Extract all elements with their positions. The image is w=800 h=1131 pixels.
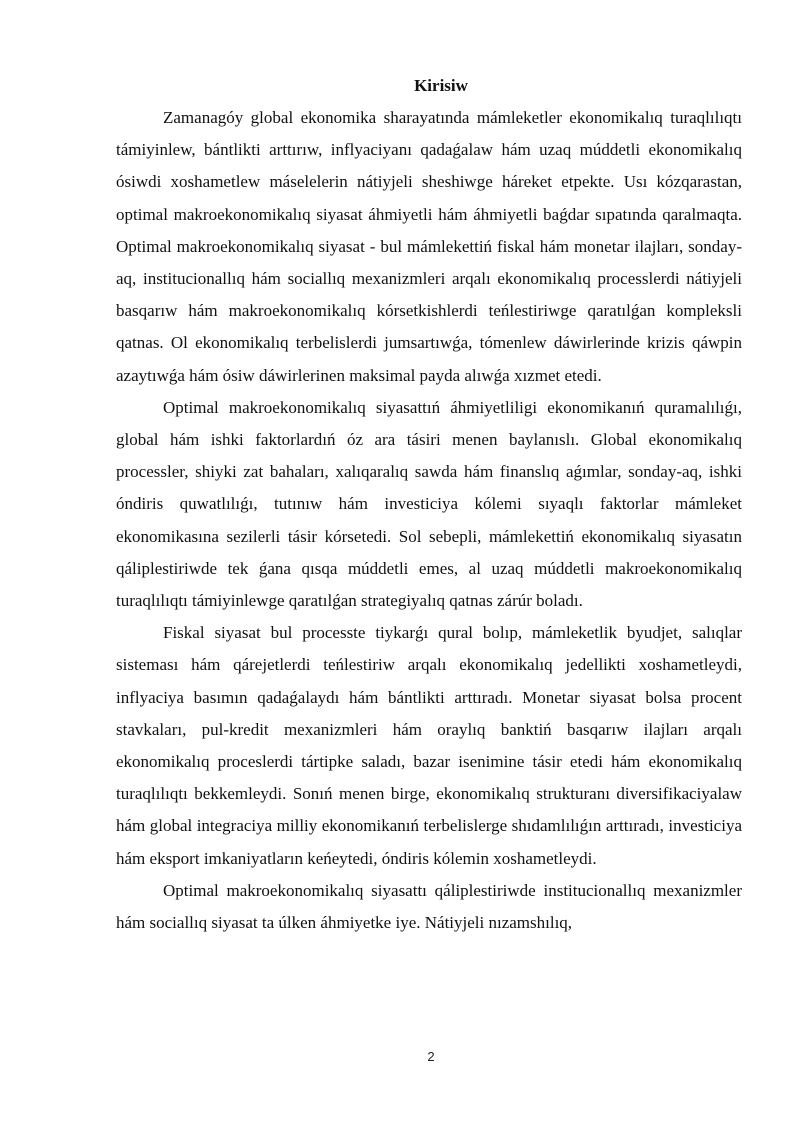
paragraph-3: Fiskal siyasat bul processte tiykarǵı qural bolıp, mámleketlik byudjet, salıqlar sisteması hám qárejetlerdi teńlestiriw arqalı ekonomikalıq jedellikti xoshametleydi, inflyaciya basımın qadaǵalaydı hám bántlikti arttıradı. Monetar siyasat bolsa procent stavkaları, pul-kredit mexanizmleri hám oraylıq banktiń basqarıw ilajları arqalı ekonomikalıq proceslerdi tártipke saladı, bazar isenimine tásir etedi hám ekonomikalıq turaqlılıqtı bekkemleydi. Sonıń menen birge, ekonomikalıq strukturanı diversifikaciyalaw hám global integraciya milliy ekonomikanıń terbelislerge shıdamlılıǵın arttıradı, investiciya hám eksport imkaniyatların keńeytedi, óndiris kólemin xoshametleydi.	[116, 623, 742, 868]
paragraph-1: Zamanagóy global ekonomika sharayatında mámleketler ekonomikalıq turaqlılıqtı támiyinlew, bántlikti arttırıw, inflyaciyanı qadaǵalaw hám uzaq múddetli ekonomikalıq ósiwdi xoshametlew máselelerin nátiyjeli sheshiwge háreket etpekte. Usı kózqarastan, optimal makroekonomikalıq siyasat áhmiyetli hám áhmiyetli baǵdar sıpatında qaralmaqta. Optimal makroekonomikalıq siyasat - bul mámlekettiń fiskal hám monetar ilajları, sonday-aq, institucionallıq hám sociallıq mexanizmleri arqalı ekonomikalıq processlerdi nátiyjeli basqarıw hám makroekonomikalıq kórsetkishlerdi teńlestiriwge qaratılǵan kompleksli qatnas. Ol ekonomikalıq terbelislerdi jumsartıwǵa, tómenlew dáwirlerinde krizis qáwpin azaytıwǵa hám ósiw dáwirlerinen maksimal payda alıwǵa xızmet etedi.	[116, 108, 742, 385]
document-page	[116, 70, 742, 939]
paragraph-4: Optimal makroekonomikalıq siyasattı qáliplestiriwde institucionallıq mexanizmler hám sociallıq siyasat ta úlken áhmiyetke iye. Nátiyjeli nızamshılıq,	[116, 880, 742, 933]
page-number: 2	[427, 1049, 435, 1064]
paragraph-2: Optimal makroekonomikalıq siyasattıń áhmiyetliligi ekonomikanıń quramalılıǵı, global hám ishki faktorlardıń óz ara tásiri menen baylanıslı. Global ekonomikalıq processler, shiyki zat bahaları, xalıqaralıq sawda hám finanslıq aǵımlar, sonday-aq, ishki óndiris quwatlılıǵı, tutınıw hám investiciya kólemi sıyaqlı faktorlar mámleket ekonomikasına sezilerli tásir kórsetedi. Sol sebepli, mámlekettiń ekonomikalıq siyasatın qáliplestiriwde tek ǵana qısqa múddetli emes, al uzaq múddetli makroekonomikalıq turaqlılıqtı támiyinlewge qaratılǵan strategiyalıq qatnas zárúr boladı.	[116, 397, 742, 611]
document-title: Kirisiw	[414, 76, 468, 95]
